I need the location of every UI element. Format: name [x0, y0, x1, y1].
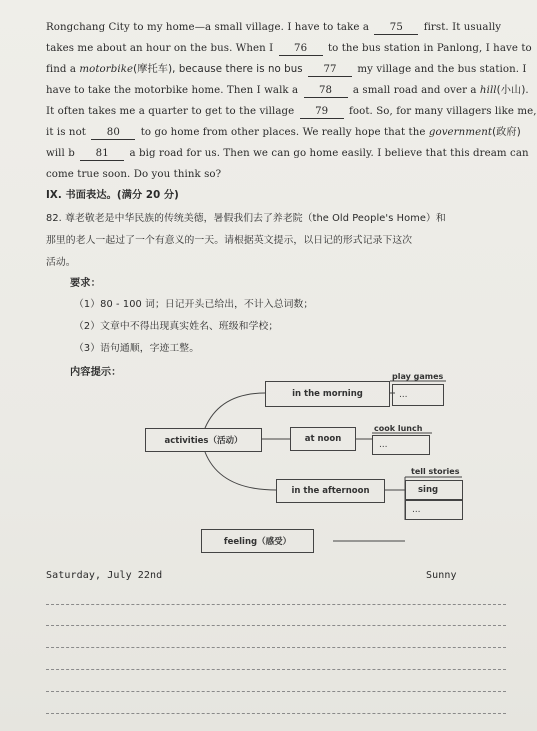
play-games-label: play games: [392, 372, 444, 381]
noon-box: at noon: [290, 427, 356, 451]
blank-81: 81: [80, 148, 124, 161]
writing-line: [46, 647, 506, 648]
blank-75: 75: [374, 22, 418, 35]
text: It often takes me a quarter to get to the village: [46, 106, 295, 117]
text: to go home from other places. We really hope that the: [140, 127, 426, 138]
feeling-box: feeling（感受）: [201, 529, 314, 553]
requirement-2: （2）文章中不得出现真实姓名、班级和学校；: [74, 321, 279, 332]
text: my village and the bus station. I: [357, 64, 527, 75]
blank-76: 76: [279, 43, 323, 56]
ellipsis: …: [379, 440, 388, 450]
blank-80: 80: [91, 127, 135, 140]
writing-line: [46, 691, 506, 692]
text: foot. So, for many villagers like me,: [349, 106, 537, 117]
blank-77: 77: [308, 64, 352, 77]
morning-box: in the morning: [265, 381, 390, 407]
sing-box: sing: [405, 480, 463, 500]
morning-more-box: [392, 384, 444, 406]
text: have to take the motorbike home. Then I walk a: [46, 85, 299, 96]
noon-more-box: [372, 435, 430, 455]
text: (政府): [492, 127, 521, 138]
content-hints-title: 内容提示：: [70, 367, 122, 378]
text: to the bus station in Panlong, I have to: [327, 43, 532, 54]
blank-79: 79: [300, 106, 344, 119]
requirement-3: （3）语句通顺，字迹工整。: [74, 343, 200, 354]
writing-line: [46, 625, 506, 626]
diary-date: Saturday, July 22nd: [46, 570, 163, 581]
question-82-line-3: 活动。: [46, 257, 76, 268]
text: a big road for us. Then we can go home easily. I believe that this dream can: [129, 148, 529, 159]
ellipsis: …: [412, 505, 421, 515]
diary-weather: Sunny: [426, 570, 457, 581]
afternoon-more-box: [405, 500, 463, 520]
writing-line: [46, 713, 506, 714]
text: find a: [46, 64, 77, 75]
requirements-title: 要求：: [70, 278, 101, 289]
text: come true soon. Do you think so?: [46, 169, 222, 180]
text: a small road and over a: [352, 85, 477, 96]
text: it is not: [46, 127, 87, 138]
requirement-1: （1）80 - 100 词；日记开头已给出，不计入总词数；: [74, 299, 314, 310]
cook-lunch-label: cook lunch: [374, 424, 423, 433]
text-italic: hill: [479, 85, 497, 96]
text-italic: government: [428, 127, 493, 138]
question-82-line-1: 82. 尊老敬老是中华民族的传统美德，暑假我们去了养老院（the Old People's Home）和: [46, 213, 446, 224]
writing-line: [46, 604, 506, 605]
afternoon-box: in the afternoon: [276, 479, 385, 503]
text: Rongchang City to my home—a small village. I have to take a: [46, 22, 370, 33]
text: (摩托车), because there is no bus: [133, 64, 303, 75]
tell-stories-label: tell stories: [411, 467, 460, 476]
text-italic: motorbike: [79, 64, 134, 75]
section-heading: IX. 书面表达。(满分 20 分): [46, 190, 179, 201]
blank-78: 78: [304, 85, 348, 98]
writing-line: [46, 669, 506, 670]
text: (小山).: [496, 85, 529, 96]
ellipsis: …: [399, 390, 408, 400]
question-82-line-2: 那里的老人一起过了一个有意义的一天。请根据英文提示，以日记的形式记录下这次: [46, 235, 413, 246]
activities-box: activities（活动）: [145, 428, 262, 452]
text: first. It usually: [423, 22, 502, 33]
text: takes me about an hour on the bus. When I: [46, 43, 274, 54]
text: will b: [46, 148, 75, 159]
